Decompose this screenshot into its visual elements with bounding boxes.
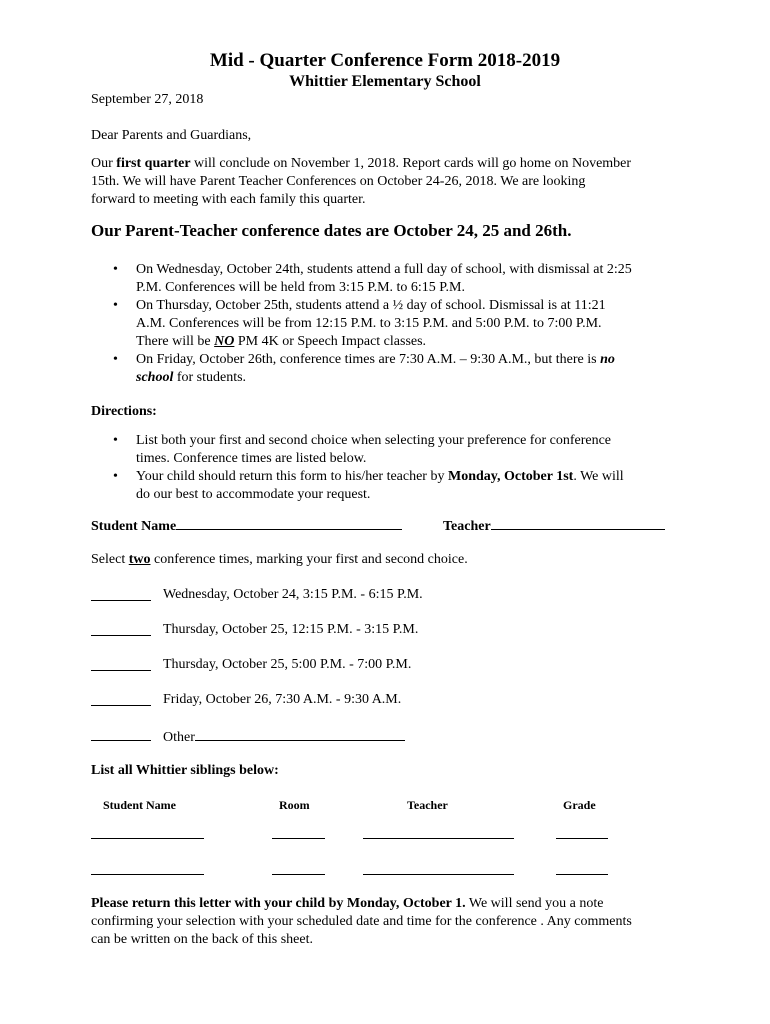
option-choice-blank[interactable]: [91, 691, 151, 706]
closing-paragraph: Please return this letter with your child by Monday, October 1. We will send you a note confirming your selection with your scheduled date and time for the conference . Any comments can be written on the back of this sheet.: [91, 896, 632, 947]
sibling-grade-input[interactable]: [556, 838, 608, 839]
sibling-teacher-input[interactable]: [363, 838, 514, 839]
teacher-field[interactable]: [443, 515, 665, 536]
teacher-label: Teacher: [443, 519, 491, 534]
student-name-input[interactable]: [176, 515, 402, 530]
option-choice-blank[interactable]: [91, 726, 151, 741]
sibling-student-name-input[interactable]: [91, 838, 204, 839]
sibling-room-input[interactable]: [272, 838, 325, 839]
intro-line-3: forward to meeting with each family this quarter.: [91, 192, 366, 207]
bullet-icon: •: [113, 262, 118, 277]
bullet-icon: •: [113, 352, 118, 367]
no-emphasis: NO: [214, 334, 235, 349]
intro-line-2: 15th. We will have Parent Teacher Conferences on October 24-26, 2018. We are looking: [91, 174, 586, 189]
select-instructions: Select two conference times, marking your first and second choice.: [91, 552, 468, 567]
sibling-room-input[interactable]: [272, 874, 325, 875]
bullet-icon: •: [113, 433, 118, 448]
student-name-label: Student Name: [91, 519, 177, 534]
form-title: Mid - Quarter Conference Form 2018-2019: [209, 50, 561, 71]
list-item: • List both your first and second choice when selecting your preference for conference times. Conference times are listed below.: [113, 433, 612, 466]
other-input[interactable]: [195, 726, 405, 741]
col-room: Room: [279, 798, 310, 812]
bullet-icon: •: [113, 469, 118, 484]
return-deadline: Please return this letter with your child by Monday, October 1.: [91, 896, 466, 911]
schedule-list: [91, 261, 691, 387]
sibling-student-name-input[interactable]: [91, 874, 204, 875]
col-teacher: Teacher: [407, 798, 448, 812]
option-label: Wednesday, October 24, 3:15 P.M. - 6:15 P.M.: [163, 587, 423, 602]
conference-dates-heading: Our Parent-Teacher conference dates are October 24, 25 and 26th.: [91, 221, 572, 240]
directions-list: [91, 432, 691, 504]
list-item: • Your child should return this form to his/her teacher by Monday, October 1st. We will do our best to accommodate your request.: [113, 469, 624, 502]
first-quarter-emphasis: first quarter: [116, 156, 191, 171]
teacher-input[interactable]: [491, 515, 665, 530]
siblings-heading: List all Whittier siblings below:: [91, 763, 279, 778]
option-choice-blank[interactable]: [91, 656, 151, 671]
sibling-teacher-input[interactable]: [363, 874, 514, 875]
option-choice-blank[interactable]: [91, 621, 151, 636]
list-item: • On Thursday, October 25th, students attend a ½ day of school. Dismissal is at 11:21 A.M. Conferences will be from 12:15 P.M. to 3:15 P.M. and 5:00 P.M. to 7:00 P.M. There will be NO PM 4K or Speech Impact classes.: [113, 298, 606, 349]
bullet-icon: •: [113, 298, 118, 313]
letter-date: September 27, 2018: [91, 92, 204, 107]
list-item: • On Wednesday, October 24th, students attend a full day of school, with dismissal at 2:25 P.M. Conferences will be held from 3:15 P.M. to 6:15 P.M.: [113, 262, 632, 295]
col-grade: Grade: [563, 798, 596, 812]
student-name-field[interactable]: [91, 515, 402, 536]
option-label: Thursday, October 25, 12:15 P.M. - 3:15 P.M.: [163, 622, 419, 637]
sibling-grade-input[interactable]: [556, 874, 608, 875]
school-name: Whittier Elementary School: [289, 73, 481, 90]
col-student-name: Student Name: [103, 798, 177, 812]
greeting: Dear Parents and Guardians,: [91, 128, 252, 143]
option-choice-blank[interactable]: [91, 586, 151, 601]
option-other: Other: [163, 726, 405, 747]
intro-paragraph: [91, 155, 691, 209]
option-label: Thursday, October 25, 5:00 P.M. - 7:00 P.M.: [163, 657, 412, 672]
directions-heading: Directions:: [91, 404, 157, 419]
list-item: • On Friday, October 26th, conference times are 7:30 A.M. – 9:30 A.M., but there is no school for students.: [113, 352, 615, 385]
option-label: Friday, October 26, 7:30 A.M. - 9:30 A.M.: [163, 692, 402, 707]
intro-line-1: Our first quarter will conclude on November 1, 2018. Report cards will go home on November: [91, 156, 632, 171]
